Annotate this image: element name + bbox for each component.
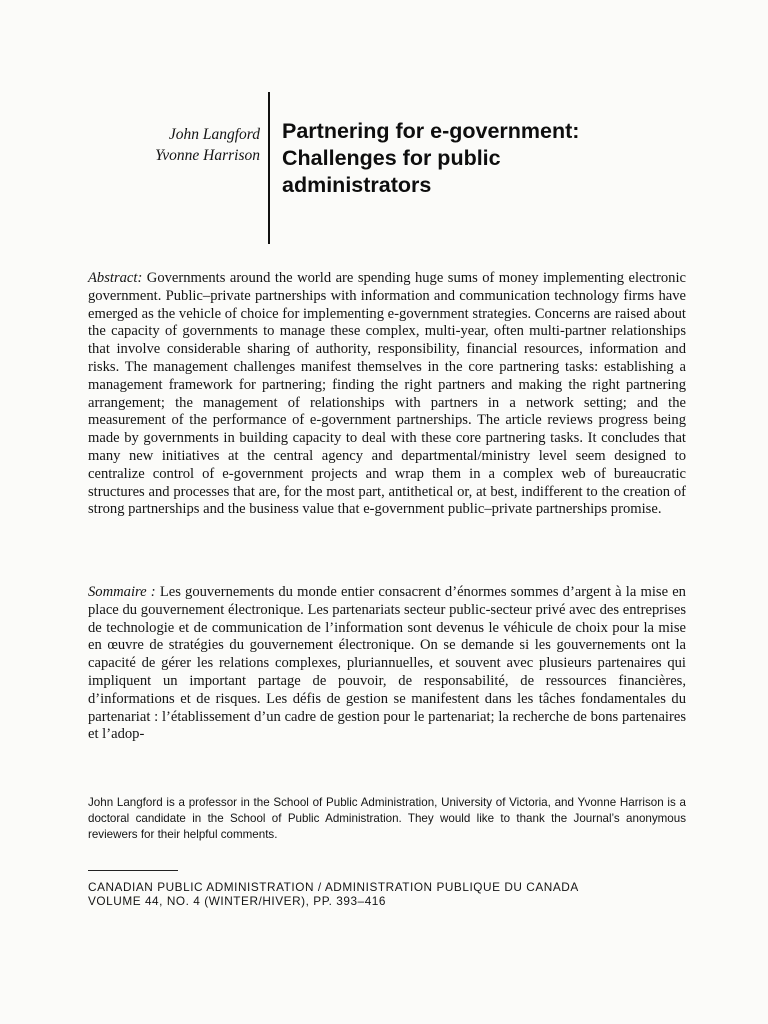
author-names [60, 124, 260, 166]
abstract-paragraph [88, 270, 686, 519]
author-name: Yvonne Harrison [155, 147, 260, 164]
abstract-label: Abstract: [88, 270, 143, 286]
journal-volume: VOLUME 44, NO. 4 (WINTER/HIVER), PP. 393–416 [88, 894, 387, 908]
sommaire-paragraph [88, 584, 686, 744]
title-line: Partnering for e-government: [282, 119, 580, 143]
journal-name: CANADIAN PUBLIC ADMINISTRATION / ADMINISTRATION PUBLIQUE DU CANADA [88, 880, 579, 894]
author-footnote: John Langford is a professor in the School of Public Administration, University of Victoria, and Yvonne Harrison is a doctoral candidate in the School of Public Administration. They would like to thank the Journal’s anonymous reviewers for their helpful comments. [88, 796, 686, 841]
title-line: Challenges for public [282, 146, 501, 170]
journal-citation [88, 880, 708, 908]
author-name: John Langford [168, 126, 260, 143]
abstract-text: Governments around the world are spending huge sums of money implementing electronic government. Public–private partnerships with information and communication technology firms have emerged as the vehicle of choice for implementing e-government strategies. Concerns are raised about the capacity of governments to manage these complex, multi-year, often multi-partner relationships that involve considerable sharing of authority, responsibility, financial resources, information and risks. The management challenges manifest themselves in the core partnering tasks: establishing a management framework for partnering; finding the right partners and making the right partnering arrangement; the management of relationships with partners in a network setting; and the measurement of the performance of e-government partnerships. The article reviews progress being made by governments in building capacity to deal with these core partnering tasks. It concludes that many new initiatives at the central agency and departmental/ministry level seem designed to centralize control of e-government projects and wrap them in a complex web of bureaucratic structures and processes that are, for the most part, antithetical or, at best, indifferent to the creation of strong partnerships and the business value that e-government public–private partnerships promise. [88, 270, 687, 518]
title-line: administrators [282, 173, 432, 197]
sommaire-label: Sommaire : [88, 584, 156, 600]
title-divider-rule [268, 92, 270, 244]
footnote-separator-rule [88, 870, 178, 871]
sommaire-text: Les gouvernements du monde entier consacrent d’énormes sommes d’argent à la mise en place du gouvernement électronique. Les partenariats secteur public-secteur privé avec des entreprises de technologie et de communication de l’information sont devenus le véhicule de choix pour la mise en œuvre de stratégies du gouvernement électronique. On se demande si les gouvernements ont la capacité de gérer les relations complexes, pluriannuelles, et souvent avec plusieurs partenaires qui impliquent un important partage de pouvoir, de responsabilité, de ressources financières, d’informations et de risques. Les défis de gestion se manifestent dans les tâches fondamentales du partenariat : l’établissement d’un cadre de gestion pour le partenariat; la recherche de bons partenaires et l’adop- [88, 584, 686, 743]
article-title [282, 118, 752, 199]
